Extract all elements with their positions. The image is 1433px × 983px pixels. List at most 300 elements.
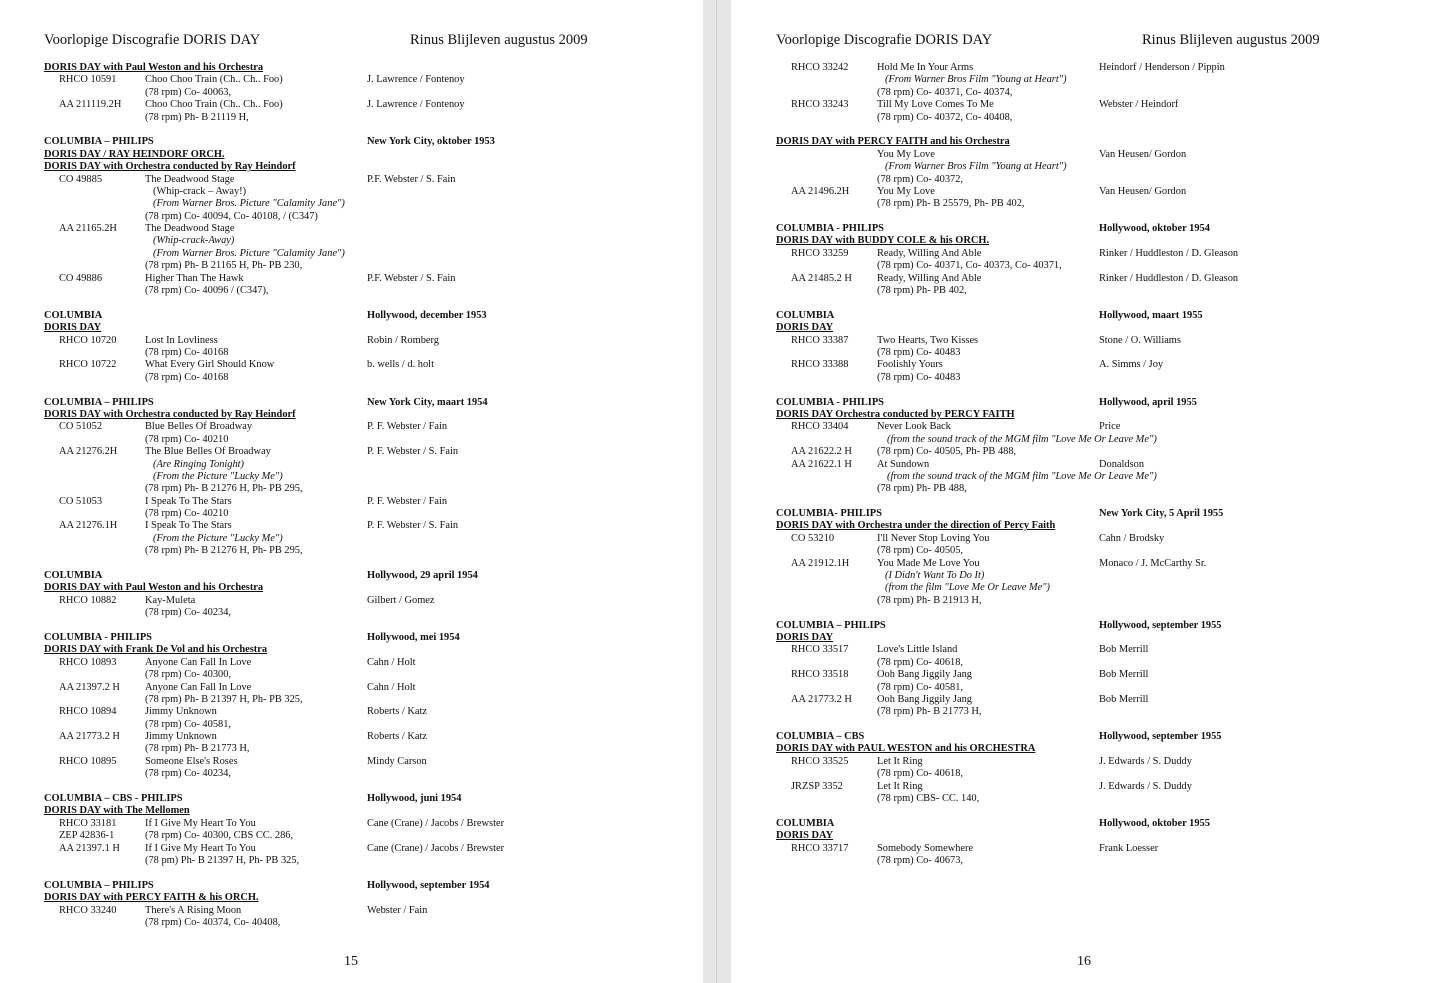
record-label: COLUMBIA – CBS xyxy=(776,731,865,743)
track-row xyxy=(44,843,664,855)
track-row xyxy=(44,359,664,371)
track-composers: Roberts / Katz xyxy=(367,731,428,743)
matrix-number: CO 51053 xyxy=(59,495,103,507)
track-title: Blue Belles Of Broadway xyxy=(145,421,253,433)
artist-heading: DORIS DAY with Orchestra conducted by Ray Heindorf xyxy=(44,408,296,420)
track-note xyxy=(44,743,664,755)
track-note xyxy=(44,471,664,483)
artist-heading: DORIS DAY xyxy=(44,322,102,334)
matrix-number: CO 49886 xyxy=(59,272,103,284)
release-note: (78 rpm) Co- 40673, xyxy=(877,855,964,866)
track-note xyxy=(44,694,664,706)
track-row xyxy=(776,756,1396,768)
release-note: (78 rpm) Co- 40618, xyxy=(877,656,964,668)
release-note: (78 rpm) Co- 40618, xyxy=(877,768,964,780)
track-composers: J. Lawrence / Fontenoy xyxy=(367,99,465,111)
matrix-number: RHCO 10720 xyxy=(59,334,117,346)
track-composers: J. Lawrence / Fontenoy xyxy=(367,74,465,86)
page-header-title: Voorlopige Discografie DORIS DAY xyxy=(44,32,261,48)
matrix-number: RHCO 33517 xyxy=(791,644,849,656)
page-gutter xyxy=(703,0,731,983)
session-heading xyxy=(776,731,1396,743)
track-composers: Van Heusen/ Gordon xyxy=(1099,185,1187,197)
track-row xyxy=(44,731,664,743)
track-note xyxy=(776,174,1396,186)
track-composers: A. Simms / Joy xyxy=(1099,359,1164,371)
track-row xyxy=(776,533,1396,545)
release-note: (78 rpm) Ph- B 21165 H, Ph- PB 230, xyxy=(145,260,303,272)
matrix-number: AA 21496.2H xyxy=(791,185,850,197)
session-heading xyxy=(44,397,664,409)
page-header-author: Rinus Blijleven augustus 2009 xyxy=(410,32,588,48)
track-composers: b. wells / d. holt xyxy=(367,359,434,371)
session-artist-heading xyxy=(776,520,1396,532)
session-heading xyxy=(44,310,664,322)
release-note: (78 rpm) Co- 40581, xyxy=(877,681,964,693)
session-heading xyxy=(44,136,664,148)
track-composers: P.F. Webster / S. Fain xyxy=(367,173,456,185)
track-composers: Frank Loesser xyxy=(1099,842,1159,854)
matrix-number: RHCO 33388 xyxy=(791,359,849,371)
discography-content xyxy=(776,62,1396,867)
track-row xyxy=(44,905,664,917)
matrix-number: AA 21773.2 H xyxy=(791,693,852,705)
track-composers: Webster / Heindorf xyxy=(1099,99,1179,111)
track-composers: P. F. Webster / S. Fain xyxy=(367,446,459,458)
session-location-date: Hollywood, april 1955 xyxy=(1099,396,1197,408)
track-composers: Webster / Fain xyxy=(367,904,428,916)
matrix-number: RHCO 10591 xyxy=(59,74,117,86)
track-composers: Bob Merrill xyxy=(1099,644,1149,656)
track-row xyxy=(44,335,664,347)
track-title: Anyone Can Fall In Love xyxy=(145,656,252,668)
track-title: You My Love xyxy=(877,148,935,160)
artist-heading: DORIS DAY xyxy=(776,631,834,643)
track-composers: Cahn / Holt xyxy=(367,656,416,668)
session-location-date: Hollywood, oktober 1954 xyxy=(1099,223,1210,235)
track-row xyxy=(44,756,664,768)
track-note xyxy=(44,186,664,198)
track-title: The Deadwood Stage xyxy=(145,223,235,235)
matrix-number: AA 21397.2 H xyxy=(59,681,120,693)
track-note xyxy=(776,657,1396,669)
track-title: Foolishly Yours xyxy=(877,359,943,371)
matrix-number: RHCO 33181 xyxy=(59,817,117,829)
release-note: (78 rpm) Co- 40372, xyxy=(877,173,964,185)
release-note: (78 rpm) Co- 40371, Co- 40373, Co- 40371, xyxy=(877,260,1062,272)
release-note: (78 rpm) Ph- B 21773 H, xyxy=(877,706,982,718)
session-artist-heading xyxy=(776,743,1396,755)
release-note: (78 rpm) Ph- B 21276 H, Ph- PB 295, xyxy=(145,545,303,557)
matrix-number: AA 21397.1 H xyxy=(59,842,120,854)
record-label: COLUMBIA xyxy=(776,309,835,321)
track-composers: J. Edwards / S. Duddy xyxy=(1099,780,1192,792)
page-number: 15 xyxy=(344,954,358,969)
track-note xyxy=(44,211,664,223)
session-location-date: Hollywood, maart 1955 xyxy=(1099,309,1203,321)
track-title: Never Look Back xyxy=(877,421,951,433)
track-note xyxy=(44,260,664,272)
track-composers: Monaco / J. McCarthy Sr. xyxy=(1099,557,1207,569)
record-label: COLUMBIA - PHILIPS xyxy=(776,223,884,235)
release-note: (78 rpm) Co- 40505, xyxy=(877,545,964,557)
matrix-number: JRZSP 3352 xyxy=(791,780,843,792)
track-title: I Speak To The Stars xyxy=(145,495,232,507)
track-row xyxy=(776,421,1396,433)
release-note: (78 rpm) Co- 40168 xyxy=(145,346,229,358)
release-note: (from the sound track of the MGM film "Love Me Or Leave Me") xyxy=(887,433,1157,445)
matrix-number: RHCO 10893 xyxy=(59,656,117,668)
track-composers: Rinker / Huddleston / D. Gleason xyxy=(1099,272,1239,284)
track-title: Kay-Muleta xyxy=(145,594,196,606)
matrix-number: CO 49885 xyxy=(59,173,103,185)
track-composers: Cane (Crane) / Jacobs / Brewster xyxy=(367,817,505,829)
track-row xyxy=(44,446,664,458)
track-title: Ooh Bang Jiggily Jang xyxy=(877,693,972,705)
matrix-number: RHCO 33518 xyxy=(791,669,849,681)
track-note xyxy=(44,508,664,520)
session-location-date: New York City, maart 1954 xyxy=(367,396,488,408)
release-note: (from the film "Love Me Or Leave Me") xyxy=(885,582,1051,594)
track-title: Somebody Somewhere xyxy=(877,842,974,854)
track-title: Choo Choo Train (Ch.. Ch.. Foo) xyxy=(145,99,283,111)
track-row xyxy=(776,273,1396,285)
track-title: If I Give My Heart To You xyxy=(145,842,256,854)
session-heading xyxy=(44,632,664,644)
track-row xyxy=(776,781,1396,793)
release-note: (From Warner Bros. Picture "Calamity Jane") xyxy=(153,198,345,210)
track-note xyxy=(776,595,1396,607)
track-title: Jimmy Unknown xyxy=(145,731,217,743)
track-title: What Every Girl Should Know xyxy=(145,359,275,371)
release-note: (78 rpm) Co- 40210 xyxy=(145,433,229,445)
track-row xyxy=(776,359,1396,371)
track-title: Love's Little Island xyxy=(877,644,958,656)
track-composers: Cane (Crane) / Jacobs / Brewster xyxy=(367,842,505,854)
track-title: The Deadwood Stage xyxy=(145,173,235,185)
track-row xyxy=(776,149,1396,161)
session-artist-heading xyxy=(44,582,664,594)
track-title: Till My Love Comes To Me xyxy=(877,99,994,111)
track-note xyxy=(44,372,664,384)
track-row xyxy=(44,273,664,285)
session-artist-heading xyxy=(776,409,1396,421)
track-title: Someone Else's Roses xyxy=(145,755,238,767)
track-title: Let It Ring xyxy=(877,755,923,767)
track-row xyxy=(776,694,1396,706)
session-heading xyxy=(776,310,1396,322)
session-heading xyxy=(776,818,1396,830)
record-label: COLUMBIA – PHILIPS xyxy=(44,879,154,891)
track-title: Jimmy Unknown xyxy=(145,706,217,718)
artist-heading: DORIS DAY xyxy=(776,830,834,842)
track-composers: P. F. Webster / S. Fain xyxy=(367,520,459,532)
track-note xyxy=(776,682,1396,694)
track-note xyxy=(44,434,664,446)
track-composers: Donaldson xyxy=(1099,458,1145,470)
track-note xyxy=(44,855,664,867)
matrix-number: AA 21622.1 H xyxy=(791,458,852,470)
release-note: (78 rpm) Co- 40063, xyxy=(145,86,232,98)
matrix-number: RHCO 33525 xyxy=(791,755,849,767)
artist-heading: DORIS DAY with BUDDY COLE & his ORCH. xyxy=(776,235,990,247)
session-artist-heading xyxy=(776,235,1396,247)
record-label: COLUMBIA xyxy=(44,309,103,321)
session-location-date: Hollywood, 29 april 1954 xyxy=(367,570,478,582)
matrix-number: AA 21912.1H xyxy=(791,557,850,569)
track-row xyxy=(776,644,1396,656)
release-note: (78 rpm) Ph- B 21913 H, xyxy=(877,594,982,606)
track-note xyxy=(776,483,1396,495)
session-artist-heading xyxy=(44,892,664,904)
record-label: COLUMBIA xyxy=(44,570,103,582)
release-note: (78 rpm) Co- 40234, xyxy=(145,768,232,780)
matrix-number: AA 21773.2 H xyxy=(59,731,120,743)
matrix-number: AA 21276.1H xyxy=(59,520,118,532)
track-note xyxy=(44,248,664,260)
record-label: COLUMBIA – PHILIPS xyxy=(44,396,154,408)
track-row xyxy=(44,223,664,235)
session-location-date: Hollywood, december 1953 xyxy=(367,309,487,321)
track-row xyxy=(776,248,1396,260)
matrix-number: ZEP 42836-1 xyxy=(59,830,115,842)
track-title: Lost In Lovliness xyxy=(145,334,218,346)
track-note xyxy=(44,669,664,681)
record-label: COLUMBIA – CBS - PHILIPS xyxy=(44,793,183,805)
session-artist-heading xyxy=(44,62,664,74)
matrix-number: RHCO 33259 xyxy=(791,247,849,259)
track-composers: Bob Merrill xyxy=(1099,669,1149,681)
track-note xyxy=(776,768,1396,780)
session-location-date: New York City, 5 April 1955 xyxy=(1099,508,1224,520)
track-note xyxy=(44,607,664,619)
release-note: (78 pm) Ph- B 21397 H, Ph- PB 325, xyxy=(145,855,300,866)
matrix-number: AA 211119.2H xyxy=(59,99,122,111)
session-artist-heading xyxy=(44,161,664,173)
session-artist-heading xyxy=(776,322,1396,334)
session-artist-heading xyxy=(44,322,664,334)
track-note xyxy=(776,471,1396,483)
discography-content xyxy=(44,62,664,929)
release-note: (78 rpm) Ph- B 21276 H, Ph- PB 295, xyxy=(145,483,303,495)
session-location-date: Hollywood, oktober 1955 xyxy=(1099,817,1210,829)
track-row xyxy=(44,830,664,842)
track-composers: Roberts / Katz xyxy=(367,706,428,718)
release-note: (Are Ringing Tonight) xyxy=(153,458,245,470)
track-title: (78 rpm) Co- 40300, CBS CC. 286, xyxy=(145,830,294,842)
track-composers: P.F. Webster / S. Fain xyxy=(367,272,456,284)
track-note xyxy=(44,87,664,99)
matrix-number: RHCO 10895 xyxy=(59,755,117,767)
track-row xyxy=(44,520,664,532)
track-note xyxy=(776,372,1396,384)
track-note xyxy=(44,459,664,471)
release-note: (78 rpm) Co- 40234, xyxy=(145,607,232,619)
track-note xyxy=(776,285,1396,297)
track-note xyxy=(776,112,1396,124)
track-title: Let It Ring xyxy=(877,780,923,792)
session-heading xyxy=(44,793,664,805)
session-artist-heading xyxy=(44,805,664,817)
release-note: (From Warner Bros Film "Young at Heart") xyxy=(885,74,1067,86)
session-artist-heading xyxy=(44,644,664,656)
session-location-date: Hollywood, mei 1954 xyxy=(367,631,460,643)
matrix-number: RHCO 33242 xyxy=(791,62,849,73)
track-title: You My Love xyxy=(877,185,935,197)
matrix-number: RHCO 10882 xyxy=(59,594,117,606)
release-note: (From the Picture "Lucky Me") xyxy=(153,470,283,482)
track-note xyxy=(776,582,1396,594)
track-note xyxy=(776,347,1396,359)
session-artist-heading xyxy=(776,632,1396,644)
track-note xyxy=(44,347,664,359)
release-note: (from the sound track of the MGM film "Love Me Or Leave Me") xyxy=(887,470,1157,482)
track-row xyxy=(44,595,664,607)
track-note xyxy=(776,545,1396,557)
release-note: (78 rpm) Co- 40371, Co- 40374, xyxy=(877,86,1013,98)
artist-heading: DORIS DAY with Orchestra conducted by Ray Heindorf xyxy=(44,161,296,173)
release-note: (Whip-crack – Away!) xyxy=(153,185,247,197)
track-title: Ready, Willing And Able xyxy=(877,247,982,259)
track-composers: Bob Merrill xyxy=(1099,693,1149,705)
matrix-number: AA 21622.2 H xyxy=(791,446,852,458)
matrix-number: RHCO 33387 xyxy=(791,334,849,346)
track-title: You Made Me Love You xyxy=(877,557,980,569)
page-divider xyxy=(716,0,717,983)
release-note: (78 rpm) Co- 40094, Co- 40108, / (C347) xyxy=(145,210,318,222)
page-header-author: Rinus Blijleven augustus 2009 xyxy=(1142,32,1320,48)
release-note: (78 rpm) CBS- CC. 140, xyxy=(877,793,980,805)
track-note xyxy=(44,533,664,545)
track-title: Choo Choo Train (Ch.. Ch.. Foo) xyxy=(145,74,283,86)
track-row xyxy=(44,99,664,111)
track-row xyxy=(44,682,664,694)
track-note xyxy=(776,855,1396,867)
release-note: (78 rpm) Co- 40168 xyxy=(145,371,229,383)
session-location-date: Hollywood, juni 1954 xyxy=(367,793,462,805)
track-title: Higher Than The Hawk xyxy=(145,272,244,284)
release-note: (78 rpm) Co- 40581, xyxy=(145,718,232,730)
matrix-number: RHCO 33404 xyxy=(791,421,849,433)
release-note: (78 rpm) Ph- B 21119 H, xyxy=(145,111,249,123)
track-title: Ooh Bang Jiggily Jang xyxy=(877,669,972,681)
matrix-number: RHCO 10722 xyxy=(59,359,117,371)
track-composers: Cahn / Brodsky xyxy=(1099,532,1165,544)
release-note: (78 rpm) Ph- B 25579, Ph- PB 402, xyxy=(877,198,1025,210)
session-artist-heading xyxy=(44,409,664,421)
record-label: COLUMBIA- PHILIPS xyxy=(776,508,882,520)
session-heading xyxy=(44,570,664,582)
session-heading xyxy=(776,508,1396,520)
session-artist-heading xyxy=(776,830,1396,842)
session-location-date: Hollywood, september 1954 xyxy=(367,879,490,891)
track-note xyxy=(44,198,664,210)
track-row xyxy=(776,62,1396,74)
track-note xyxy=(44,545,664,557)
session-location-date: Hollywood, september 1955 xyxy=(1099,619,1222,631)
track-title: If I Give My Heart To You xyxy=(145,817,256,829)
matrix-number: RHCO 33240 xyxy=(59,904,117,916)
record-label: COLUMBIA – PHILIPS xyxy=(776,619,886,631)
track-title: I'll Never Stop Loving You xyxy=(877,532,990,544)
track-composers: Gilbert / Gomez xyxy=(367,594,435,606)
track-note xyxy=(44,917,664,929)
track-note xyxy=(776,198,1396,210)
artist-heading: DORIS DAY with Orchestra under the direction of Percy Faith xyxy=(776,520,1056,532)
release-note: (78 rpm) Ph- B 21773 H, xyxy=(145,743,250,755)
release-note: (Whip-crack-Away) xyxy=(153,235,235,247)
track-row xyxy=(44,496,664,508)
record-label: COLUMBIA - PHILIPS xyxy=(776,396,884,408)
matrix-number: CO 51052 xyxy=(59,421,103,433)
track-title: There's A Rising Moon xyxy=(145,904,242,916)
session-artist-heading xyxy=(44,149,664,161)
track-note xyxy=(776,161,1396,173)
matrix-number: AA 21485.2 H xyxy=(791,272,852,284)
track-title: Hold Me In Your Arms xyxy=(877,62,974,73)
artist-heading: DORIS DAY Orchestra conducted by PERCY FAITH xyxy=(776,408,1015,420)
matrix-number: CO 53210 xyxy=(791,532,835,544)
artist-heading: DORIS DAY with The Mellomen xyxy=(44,805,190,817)
track-note xyxy=(44,235,664,247)
matrix-number: RHCO 33243 xyxy=(791,99,849,111)
track-row xyxy=(44,174,664,186)
matrix-number: AA 21165.2H xyxy=(59,223,117,235)
track-title: The Blue Belles Of Broadway xyxy=(145,446,271,458)
matrix-number: RHCO 33717 xyxy=(791,842,849,854)
track-row xyxy=(44,706,664,718)
track-note xyxy=(44,112,664,124)
matrix-number: AA 21276.2H xyxy=(59,446,118,458)
track-title: Anyone Can Fall In Love xyxy=(145,681,252,693)
track-title: Two Hearts, Two Kisses xyxy=(877,334,979,346)
release-note: (78 rpm) Co- 40483 xyxy=(877,371,961,383)
track-row xyxy=(776,669,1396,681)
track-composers: Robin / Romberg xyxy=(367,334,439,346)
track-title: Ready, Willing And Able xyxy=(877,272,982,284)
track-note xyxy=(44,285,664,297)
record-label: COLUMBIA xyxy=(776,817,835,829)
release-note: (I Didn't Want To Do It) xyxy=(885,570,985,582)
track-row xyxy=(44,74,664,86)
track-row xyxy=(776,459,1396,471)
artist-heading: DORIS DAY with PERCY FAITH and his Orchestra xyxy=(776,136,1010,148)
session-artist-heading xyxy=(776,136,1396,148)
release-note: (78 rpm) Co- 40374, Co- 40408, xyxy=(145,916,281,928)
track-row xyxy=(44,421,664,433)
track-note xyxy=(776,74,1396,86)
track-row xyxy=(776,843,1396,855)
track-row xyxy=(776,558,1396,570)
artist-heading: DORIS DAY / RAY HEINDORF ORCH. xyxy=(44,148,225,160)
track-composers: Cahn / Holt xyxy=(367,681,416,693)
release-note: (78 rpm) Co- 40372, Co- 40408, xyxy=(877,111,1013,123)
session-location-date: New York City, oktober 1953 xyxy=(367,136,495,148)
release-note: (From Warner Bros Film "Young at Heart") xyxy=(885,161,1067,173)
artist-heading: DORIS DAY with Paul Weston and his Orchestra xyxy=(44,62,264,73)
session-heading xyxy=(44,880,664,892)
track-composers: Stone / O. Williams xyxy=(1099,334,1181,346)
track-row xyxy=(776,446,1396,458)
artist-heading: DORIS DAY with Paul Weston and his Orchestra xyxy=(44,582,264,594)
artist-heading: DORIS DAY with PAUL WESTON and his ORCHESTRA xyxy=(776,743,1036,755)
track-note xyxy=(44,483,664,495)
document-page xyxy=(0,0,703,983)
release-note: (78 rpm) Co- 40096 / (C347), xyxy=(145,285,269,297)
track-row xyxy=(776,99,1396,111)
page-header-title: Voorlopige Discografie DORIS DAY xyxy=(776,32,993,48)
track-composers: Price xyxy=(1099,421,1121,433)
